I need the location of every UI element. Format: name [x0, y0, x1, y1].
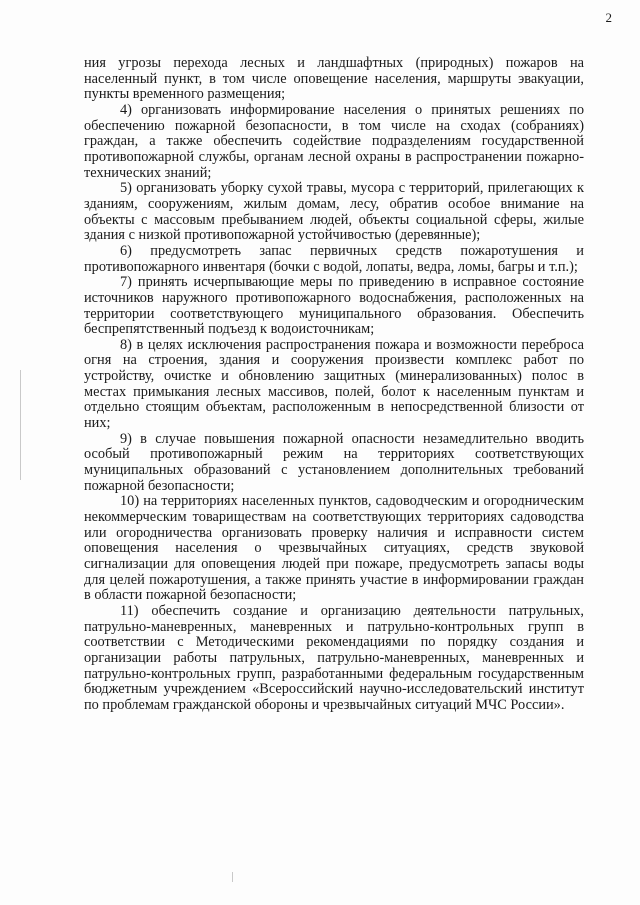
paragraph-continuation: ния угрозы перехода лесных и ландшафтных (природных) пожаров на населенный пункт, в том числе оповещение населения, маршруты эвакуации, пункты временного размещения;	[84, 55, 584, 103]
document-body	[84, 56, 584, 714]
paragraph-item-6: 6) предусмотреть запас первичных средств пожаротушения и противопожарного инвентаря (бочки с водой, лопаты, ведра, ломы, багры и т.п.);	[84, 242, 584, 275]
scan-artifact-left	[20, 370, 21, 480]
paragraph-item-9: 9) в случае повышения пожарной опасности незамедлительно вводить особый противопожарный режим на территориях соответствующих муниципальных образований с установлением дополнительных требований пожарной безопасности;	[84, 430, 584, 494]
paragraph-item-11: 11) обеспечить создание и организацию деятельности патрульных, патрульно-маневренных, маневренных и патрульно-контрольных групп в соответствии с Методическими рекомендациями по порядку создания и организации работы патрульных, патрульно-маневренных, маневренных и патрульно-контрольных групп, разработанными федеральным государственным бюджетным учреждением «Всероссийский научно-исследовательский институт по проблемам гражданской обороны и чрезвычайных ситуаций МЧС России».	[84, 602, 584, 713]
paragraph-item-5: 5) организовать уборку сухой травы, мусора с территорий, прилегающих к зданиям, сооружениям, жилым домам, лесу, обратив особое внимание на объекты с массовым пребыванием людей, объекты социальной сферы, жилые здания с низкой противопожарной устойчивостью (деревянные);	[84, 180, 584, 244]
paragraph-item-10: 10) на территориях населенных пунктов, садоводческим и огородническим некоммерческим товариществам на соответствующих территориях садоводства или огородничества организовать проверку наличия и исправности систем оповещения населения о чрезвычайных ситуациях, средств звуковой сигнализации для оповещения людей при пожаре, предусмотреть запасы воды для целей пожаротушения, а также принять участие в информировании граждан в области пожарной безопасности;	[84, 493, 584, 604]
scan-artifact-bottom	[232, 872, 233, 882]
page-number: 2	[605, 10, 612, 25]
paragraph-item-7: 7) принять исчерпывающие меры по приведению в исправное состояние источников наружного противопожарного водоснабжения, расположенных на территории соответствующего муниципального образования. Обеспечить беспрепятственный подъезд к водоисточникам;	[84, 274, 584, 338]
paragraph-item-8: 8) в целях исключения распространения пожара и возможности переброса огня на строения, здания и сооружения произвести комплекс работ по устройству, очистке и обновлению защитных (минерализованных) полос в местах примыкания лесных массивов, полей, болот к населенным пунктам и отдельно стоящим объектам, расположенным в непосредственной близости от них;	[84, 336, 584, 432]
paragraph-item-4: 4) организовать информирование населения о принятых решениях по обеспечению пожарной безопасности, в том числе на сходах (собраниях) граждан, а также обеспечить содействие подразделениям государственной противопожарной службы, органам лесной охраны в распространении пожарно-технических знаний;	[84, 101, 584, 181]
